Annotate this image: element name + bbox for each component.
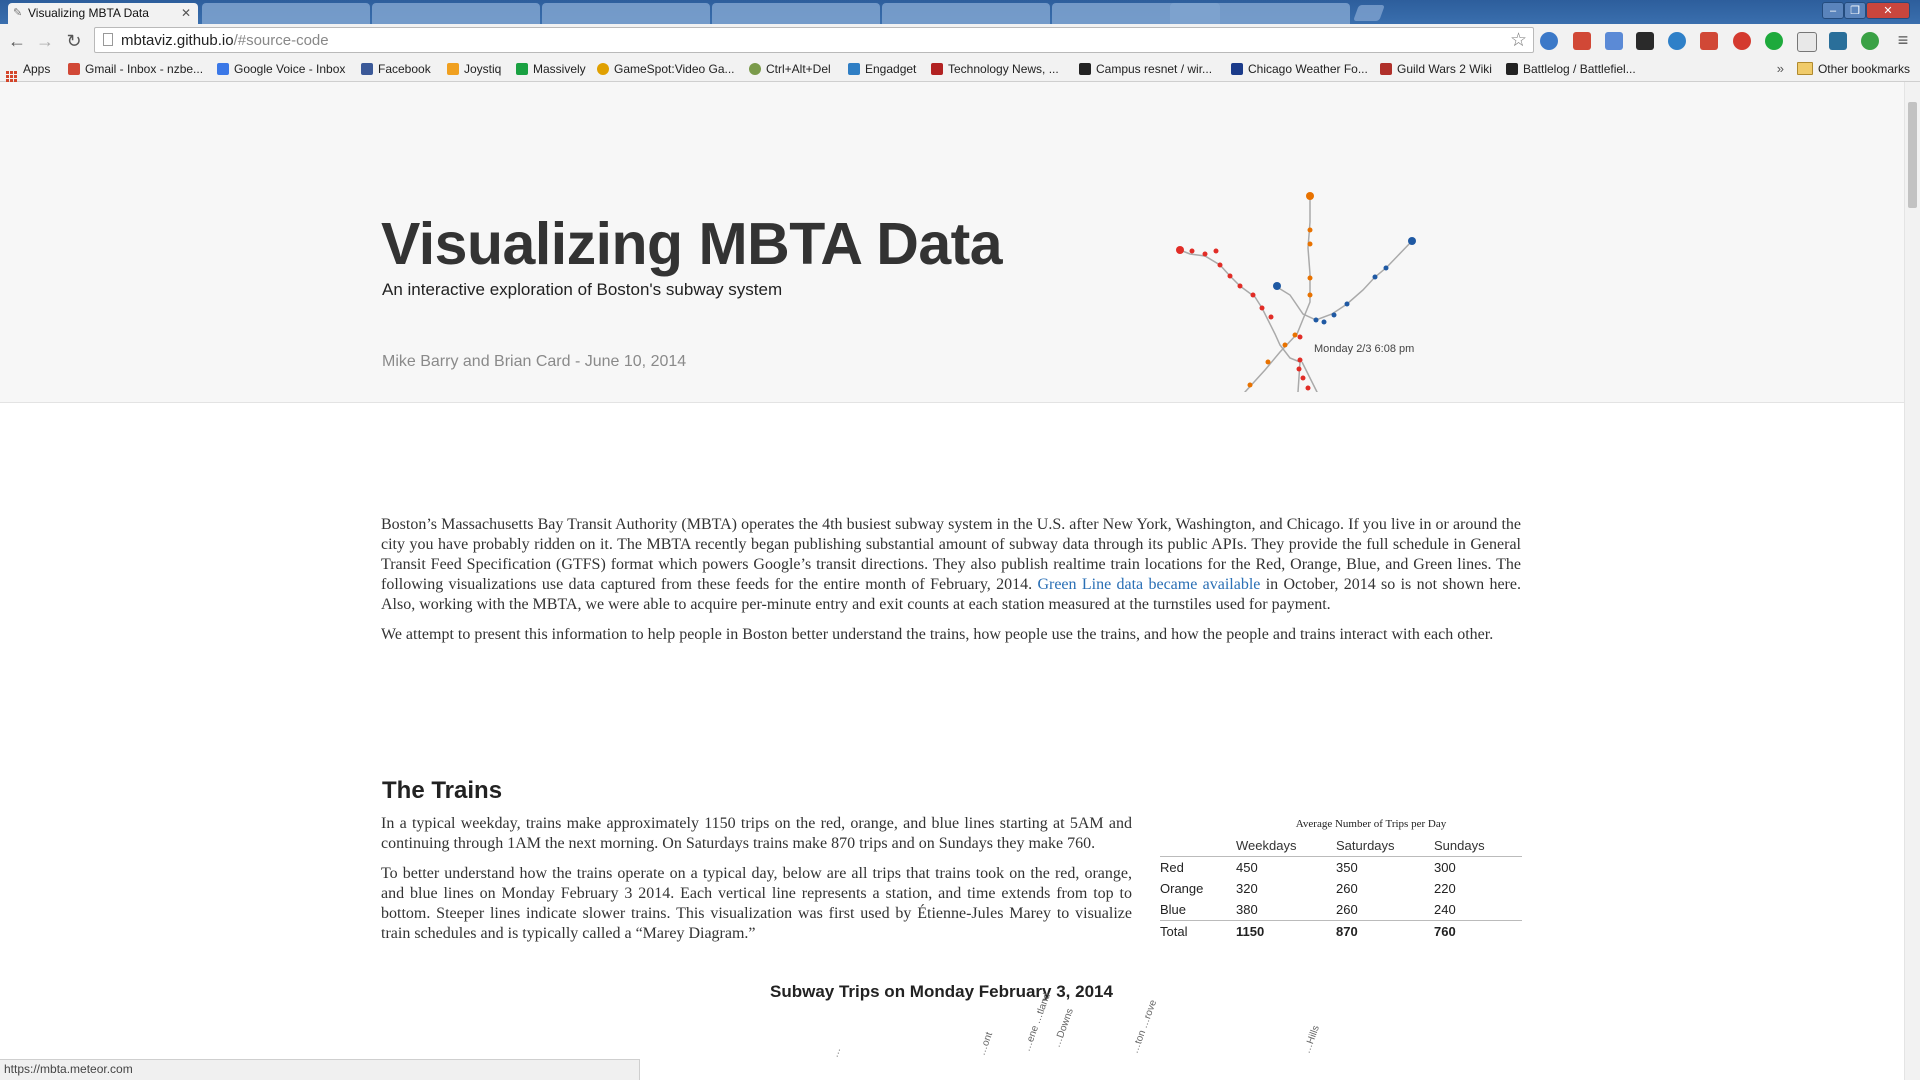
- trains-paragraph: To better understand how the trains operate on a typical day, below are all trips that trains took on the red, orange, and blue lines on Monday February 3 2014. Each vertical line represents a station, and time extends from top to bottom. Steeper lines indicate slower trains. This visualization was first used by Étienne-Jules Marey to visualize train schedules and is typically called a “Marey Diagram.”: [381, 865, 1132, 942]
- red-line-station: [1218, 263, 1223, 268]
- station-label: …Downs: [1051, 1007, 1076, 1049]
- extension-icon[interactable]: [1636, 32, 1654, 50]
- engadget-icon: [848, 63, 860, 75]
- orange-line-station: [1306, 192, 1314, 200]
- table-row: Blue 380 260 240: [1160, 902, 1456, 917]
- bookmark-item[interactable]: Gmail - Inbox - nzbe...: [68, 62, 203, 76]
- bookmark-item[interactable]: Google Voice - Inbox: [217, 62, 345, 76]
- table-header: [1160, 835, 1236, 857]
- table-total-row: Total 1150 870 760: [1160, 921, 1522, 943]
- station-label: …: [829, 1045, 844, 1059]
- other-bookmarks[interactable]: Other bookmarks: [1797, 62, 1910, 76]
- section-heading: The Trains: [382, 777, 503, 804]
- orange-line-station: [1308, 242, 1313, 247]
- tab-background[interactable]: [202, 3, 370, 24]
- orange-line-station: [1248, 383, 1253, 388]
- red-line-station: [1301, 376, 1306, 381]
- red-line-station: [1306, 386, 1311, 391]
- map-timestamp: Monday 2/3 6:08 pm: [1314, 343, 1415, 355]
- chevron-right-icon[interactable]: »: [1776, 61, 1784, 76]
- bookmark-item[interactable]: Battlelog / Battlefiel...: [1506, 62, 1636, 76]
- close-icon[interactable]: ✕: [180, 6, 191, 20]
- red-line-station: [1298, 335, 1303, 340]
- red-line-station: [1298, 358, 1303, 363]
- table-caption: Average Number of Trips per Day: [1295, 818, 1447, 830]
- ctrl-alt-del-icon: [749, 63, 761, 75]
- bookmark-star-icon[interactable]: ☆: [1509, 30, 1527, 51]
- tab-background[interactable]: [542, 3, 710, 24]
- tab-background[interactable]: [1170, 3, 1350, 24]
- window-close-button[interactable]: ✕: [1866, 2, 1910, 19]
- adblock-icon[interactable]: [1733, 32, 1751, 50]
- red-line-station: [1214, 249, 1219, 254]
- uic-icon: [1079, 63, 1091, 75]
- intro-paragraph: Boston’s Massachusetts Bay Transit Authority (MBTA) operates the 4th busiest subway system in the U.S. after New York, Washington, and Chicago. If you live in or around the city you have probably ridden on it. The MBTA recently began publishing substantial amount of subway data through its public APIs. They provide the full schedule in General Transit Feed Specification (GTFS) format which powers Google’s transit directions. They also publish realtime train locations for the Red, Orange, Blue, and Green lines. The following visualizations use data captured from these feeds for the entire month of February, 2014. Green Line data became available in October, 2014 so is not shown here. Also, working with the MBTA, we were able to acquire per-minute entry and exit counts at each station measured at the turnstiles used for payment.: [381, 516, 1521, 613]
- back-icon[interactable]: ←: [8, 31, 26, 51]
- red-line-station: [1203, 252, 1208, 257]
- red-line-station: [1251, 293, 1256, 298]
- subway-map[interactable]: [1150, 102, 1430, 392]
- orange-line-station: [1308, 228, 1313, 233]
- new-tab-button[interactable]: [1353, 5, 1385, 21]
- red-line-station: [1238, 284, 1243, 289]
- trips-per-day-table: [1160, 818, 1522, 942]
- page-subtitle: An interactive exploration of Boston's subway system: [382, 280, 783, 299]
- guild-wars-icon: [1380, 63, 1392, 75]
- minimize-button[interactable]: –: [1822, 2, 1844, 19]
- scrollbar-thumb[interactable]: [1908, 102, 1917, 208]
- tab-background[interactable]: [882, 3, 1050, 24]
- red-line-branch-track: [1287, 362, 1300, 392]
- bookmark-item[interactable]: Joystiq: [447, 62, 501, 76]
- orange-line-station: [1283, 343, 1288, 348]
- table-header: Weekdays: [1236, 835, 1336, 857]
- tab-strip: [0, 0, 1920, 24]
- folder-icon: [1797, 62, 1813, 75]
- reload-icon[interactable]: ↻: [66, 31, 82, 51]
- bookmark-item[interactable]: Campus resnet / wir...: [1079, 62, 1212, 76]
- intro-paragraph: We attempt to present this information to help people in Boston better understand the trains, how people use the trains, and how the people and trains interact with each other.: [381, 626, 1494, 643]
- orange-line-station: [1266, 360, 1271, 365]
- extension-icon[interactable]: [1668, 32, 1686, 50]
- page-title: Visualizing MBTA Data: [381, 211, 1003, 277]
- orange-line-station: [1308, 276, 1313, 281]
- page-icon: [103, 33, 113, 46]
- extension-icon[interactable]: [1829, 32, 1847, 50]
- tech-news-icon: [931, 63, 943, 75]
- twc-icon: [1231, 63, 1243, 75]
- bookmark-item[interactable]: Engadget: [848, 62, 916, 76]
- status-bar: https://mbta.meteor.com: [0, 1059, 640, 1080]
- joystiq-icon: [447, 63, 459, 75]
- bookmark-item[interactable]: Chicago Weather Fo...: [1231, 62, 1368, 76]
- blue-line-station: [1345, 302, 1350, 307]
- orange-line-station: [1293, 333, 1298, 338]
- tab-background[interactable]: [712, 3, 880, 24]
- vertical-scrollbar[interactable]: [1904, 82, 1920, 1080]
- red-line-station: [1269, 315, 1274, 320]
- forward-icon[interactable]: →: [36, 31, 54, 51]
- tab-background[interactable]: [372, 3, 540, 24]
- station-label: …ont: [976, 1030, 996, 1057]
- orange-line-track: [1182, 196, 1310, 392]
- extension-icon[interactable]: [1861, 32, 1879, 50]
- bookmark-item[interactable]: Massively: [516, 62, 586, 76]
- red-line-station: [1260, 306, 1265, 311]
- station-label: …ton …rove: [1129, 998, 1160, 1055]
- bookmark-item[interactable]: Ctrl+Alt+Del: [749, 62, 831, 76]
- battlelog-icon: [1506, 63, 1518, 75]
- gmail-extension-icon[interactable]: [1573, 32, 1591, 50]
- extension-icon[interactable]: [1765, 32, 1783, 50]
- green-line-link[interactable]: Green Line data became available: [1037, 576, 1261, 593]
- red-line-track: [1180, 250, 1300, 362]
- station-label: …Hills: [1301, 1024, 1322, 1055]
- intro-section: [381, 515, 1521, 655]
- table-row: Red 450 350 300: [1160, 860, 1456, 875]
- blue-line-station: [1273, 282, 1281, 290]
- blue-line-station: [1373, 275, 1378, 280]
- tab-title: Visualizing MBTA Data: [28, 6, 149, 20]
- bookmark-apps[interactable]: Apps: [6, 62, 50, 82]
- extension-icon[interactable]: [1605, 32, 1623, 50]
- apps-grid-icon: [6, 71, 17, 82]
- station-label: …ene …tland: [1021, 991, 1053, 1053]
- table-header: Saturdays: [1336, 835, 1434, 857]
- facebook-icon: [361, 63, 373, 75]
- bookmark-item[interactable]: Facebook: [361, 62, 431, 76]
- massively-icon: [516, 63, 528, 75]
- url-text: mbtaviz.github.io/#source-code: [121, 32, 329, 49]
- table-header: Sundays: [1434, 835, 1522, 857]
- bookmark-item[interactable]: Guild Wars 2 Wiki: [1380, 62, 1492, 76]
- red-line-station: [1228, 274, 1233, 279]
- blue-line-station: [1384, 266, 1389, 271]
- maximize-button[interactable]: ❐: [1844, 2, 1866, 19]
- browser-toolbar: [0, 24, 1920, 58]
- blue-line-station: [1322, 320, 1327, 325]
- page-viewport: [0, 82, 1904, 1080]
- google-voice-icon: [217, 63, 229, 75]
- red-line-station: [1190, 249, 1195, 254]
- blue-line-station: [1408, 237, 1416, 245]
- table-row: Orange 320 260 220: [1160, 881, 1456, 896]
- menu-icon[interactable]: ≡: [1897, 30, 1909, 50]
- trains-paragraph: In a typical weekday, trains make approximately 1150 trips on the red, orange, and blue lines starting at 5AM and continuing through 1AM the next morning. On Saturdays trains make 870 trips and on Sundays they make 760.: [381, 815, 1132, 852]
- marey-diagram-title: Subway Trips on Monday February 3, 2014: [770, 982, 1113, 1001]
- red-line-station: [1297, 367, 1302, 372]
- gmail-icon: [68, 63, 80, 75]
- table-header-row: [1160, 835, 1522, 857]
- orange-line-station: [1308, 293, 1313, 298]
- bookmark-item[interactable]: Technology News, ...: [931, 62, 1059, 76]
- blue-line-station: [1332, 313, 1337, 318]
- mail-extension-icon[interactable]: [1700, 32, 1718, 50]
- bookmarks-bar: [0, 58, 1920, 82]
- hero-section: [0, 82, 1904, 403]
- red-line-station: [1176, 246, 1184, 254]
- extension-icon[interactable]: [1540, 32, 1558, 50]
- gamespot-icon: [597, 63, 609, 75]
- cast-icon[interactable]: [1797, 32, 1817, 52]
- blue-line-track: [1277, 241, 1412, 320]
- address-bar[interactable]: [94, 27, 1534, 53]
- trains-section-text: [381, 814, 1132, 954]
- favicon-icon: ✎: [13, 7, 23, 19]
- byline: Mike Barry and Brian Card - June 10, 2014: [382, 353, 687, 370]
- bookmark-item[interactable]: GameSpot:Video Ga...: [597, 62, 735, 76]
- tab-active[interactable]: [8, 3, 198, 24]
- blue-line-station: [1314, 318, 1319, 323]
